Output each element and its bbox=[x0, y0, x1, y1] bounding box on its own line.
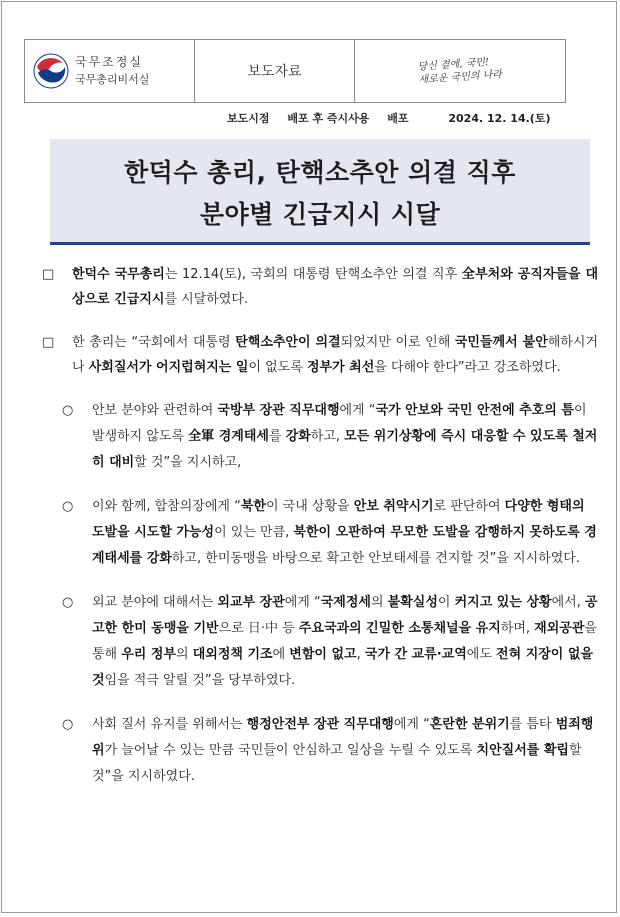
text-segment: 한 총리는 “국회에서 대통령 bbox=[72, 335, 236, 350]
text-segment: 할 것”을 지시하였다. bbox=[92, 743, 582, 784]
slogan-line-1: 당신 곁에, 국민! bbox=[417, 56, 490, 73]
body-content bbox=[42, 262, 598, 790]
emphasized-text: 범죄행위 bbox=[92, 717, 594, 758]
emphasized-text: 한덕수 국무총리 bbox=[72, 267, 165, 282]
text-segment: 에도 bbox=[466, 647, 497, 662]
text-segment: 에 bbox=[272, 647, 290, 662]
org-name-primary: 국무조정실 bbox=[75, 55, 143, 69]
emphasized-text: 강화 bbox=[285, 429, 311, 444]
main-paragraph bbox=[42, 262, 598, 312]
press-release-label: 보도자료 bbox=[247, 64, 302, 80]
emphasized-text: 북한 bbox=[240, 499, 266, 514]
text-segment: 로 판단하여 bbox=[433, 499, 505, 514]
text-segment: 을 다해야 한다”라고 강조하였다. bbox=[374, 360, 561, 375]
emphasized-text: 全부처와 공직자들을 대상으로 긴급지시 bbox=[72, 267, 599, 307]
paragraph-text bbox=[92, 590, 598, 694]
text-segment: 이 없도록 bbox=[248, 360, 307, 375]
text-segment: 에게 “ bbox=[393, 717, 430, 732]
logo-cell bbox=[25, 40, 195, 102]
text-segment: 이 있는 만큼, bbox=[214, 525, 294, 540]
headline-line-1: 한덕수 총리, 탄핵소추안 의결 직후 bbox=[124, 158, 516, 187]
slogan-cell bbox=[355, 40, 565, 102]
emphasized-text: 불확실성 bbox=[387, 595, 438, 610]
emphasized-text: 국가 안보와 국민 안전에 추호의 틈 bbox=[375, 403, 574, 418]
emphasized-text: 국가 간 교류·교역 bbox=[364, 647, 467, 662]
text-segment: 이 발생하지 않도록 bbox=[92, 403, 587, 444]
sub-paragraph bbox=[42, 494, 598, 572]
text-segment: 를 시달하였다. bbox=[164, 292, 249, 307]
emphasized-text: 행정안전부 장관 직무대행 bbox=[246, 717, 394, 732]
text-segment: 해하시거나 bbox=[72, 335, 598, 375]
text-segment: 하고, bbox=[310, 429, 345, 444]
text-segment: 으로 日·中 등 bbox=[218, 621, 299, 636]
emphasized-text: 공고한 한미 동맹을 기반 bbox=[92, 595, 598, 636]
org-name-secondary: 국무총리비서실 bbox=[75, 73, 150, 86]
headline-box bbox=[50, 139, 590, 245]
text-segment: 에서, bbox=[551, 595, 585, 610]
press-release-page bbox=[1, 1, 617, 913]
text-segment: 이와 함께, 합참의장에게 “ bbox=[92, 499, 241, 514]
emphasized-text: 다양한 형태의 도발을 시도할 가능성 bbox=[92, 499, 585, 540]
emphasized-text: 북한이 오판하여 무모한 도발을 감행하지 못하도록 경계태세를 강화 bbox=[92, 525, 597, 566]
emphasized-text: 우리 정부 bbox=[121, 647, 177, 662]
text-segment: 이 bbox=[437, 595, 455, 610]
circle-bullet-icon: ○ bbox=[62, 717, 74, 732]
text-segment: 되었지만 이로 인해 bbox=[340, 335, 455, 350]
emphasized-text: 정부가 최선 bbox=[306, 360, 375, 375]
text-segment: 가 늘어날 수 있는 만큼 국민들이 안심하고 일상을 누릴 수 있도록 bbox=[104, 743, 477, 758]
text-segment: 이 국내 상황을 bbox=[265, 499, 354, 514]
text-segment: 을 통해 bbox=[92, 621, 597, 662]
text-segment: 하며, bbox=[500, 621, 535, 636]
header-table bbox=[24, 39, 566, 103]
paragraph-text bbox=[72, 330, 598, 380]
emphasized-text: 안보 취약시기 bbox=[353, 499, 434, 514]
emphasized-text: 탄핵소추안이 의결 bbox=[235, 335, 341, 350]
press-label-cell bbox=[195, 40, 355, 102]
text-segment: 에게 “ bbox=[284, 595, 321, 610]
text-segment: , bbox=[356, 647, 365, 662]
emphasized-text: 치안질서를 확립 bbox=[476, 743, 569, 758]
release-timing-label: 보도시점 bbox=[227, 112, 270, 125]
government-emblem-icon bbox=[33, 53, 69, 89]
headline-line-2: 분야별 긴급지시 시달 bbox=[199, 200, 441, 229]
emphasized-text: 커지고 있는 상황 bbox=[454, 595, 552, 610]
emphasized-text: 변함이 없고 bbox=[289, 647, 357, 662]
text-segment: 에게 “ bbox=[339, 403, 376, 418]
text-segment: 를 bbox=[268, 429, 286, 444]
main-paragraph bbox=[42, 330, 598, 380]
text-segment: 사회 질서 유지를 위해서는 bbox=[92, 717, 247, 732]
emphasized-text: 사회질서가 어지럽혀지는 일 bbox=[88, 360, 249, 375]
text-segment: 안보 분야와 관련하여 bbox=[92, 403, 218, 418]
emphasized-text: 국민들께서 불안 bbox=[454, 335, 548, 350]
circle-bullet-icon: ○ bbox=[62, 595, 74, 610]
emphasized-text: 全軍 경계태세 bbox=[188, 429, 269, 444]
emphasized-text: 국제정세 bbox=[320, 595, 371, 610]
paragraph-text bbox=[92, 398, 598, 476]
sub-paragraph bbox=[42, 398, 598, 476]
square-bullet-icon: □ bbox=[42, 335, 55, 350]
emphasized-text: 외교부 장관 bbox=[217, 595, 285, 610]
organization-names bbox=[75, 54, 149, 88]
distribution-date: 2024. 12. 14.(토) bbox=[448, 112, 551, 125]
emphasized-text: 주요국과의 긴밀한 소통채널을 유지 bbox=[298, 621, 501, 636]
circle-bullet-icon: ○ bbox=[62, 499, 74, 514]
slogan-line-2: 새로운 국민의 나라 bbox=[418, 69, 503, 86]
text-segment: 를 틈타 bbox=[509, 717, 556, 732]
text-segment: 임을 적극 알릴 것”을 당부하였다. bbox=[104, 673, 296, 688]
emphasized-text: 모든 위기상황에 즉시 대응할 수 있도록 철저히 대비 bbox=[92, 429, 598, 470]
emphasized-text: 혼란한 분위기 bbox=[429, 717, 510, 732]
text-segment: 의 bbox=[176, 647, 193, 662]
emphasized-text: 국방부 장관 직무대행 bbox=[217, 403, 340, 418]
text-segment: 의 bbox=[370, 595, 388, 610]
paragraph-text bbox=[72, 262, 598, 312]
text-segment: 하고, 한미동맹을 바탕으로 확고한 안보태세를 견지할 것”을 지시하였다. bbox=[171, 551, 580, 566]
emphasized-text: 대외정책 기조 bbox=[192, 647, 273, 662]
emphasized-text: 전혀 지장이 없을 것 bbox=[92, 647, 594, 688]
distribution-label: 배포 bbox=[387, 112, 409, 125]
release-info bbox=[227, 110, 550, 126]
release-timing-value: 배포 후 즉시사용 bbox=[287, 112, 370, 125]
emphasized-text: 재외공관 bbox=[534, 621, 585, 636]
text-segment: 는 12.14(토), 국회의 대통령 탄핵소추안 의결 직후 bbox=[164, 267, 462, 282]
sub-paragraph bbox=[42, 590, 598, 694]
text-segment: 할 것”을 지시하고, bbox=[134, 455, 242, 470]
text-segment: 외교 분야에 대해서는 bbox=[92, 595, 218, 610]
paragraph-text bbox=[92, 712, 598, 790]
paragraph-text bbox=[92, 494, 598, 572]
sub-paragraph bbox=[42, 712, 598, 790]
square-bullet-icon: □ bbox=[42, 267, 55, 282]
slogan-handwriting bbox=[417, 55, 502, 87]
circle-bullet-icon: ○ bbox=[62, 403, 74, 418]
